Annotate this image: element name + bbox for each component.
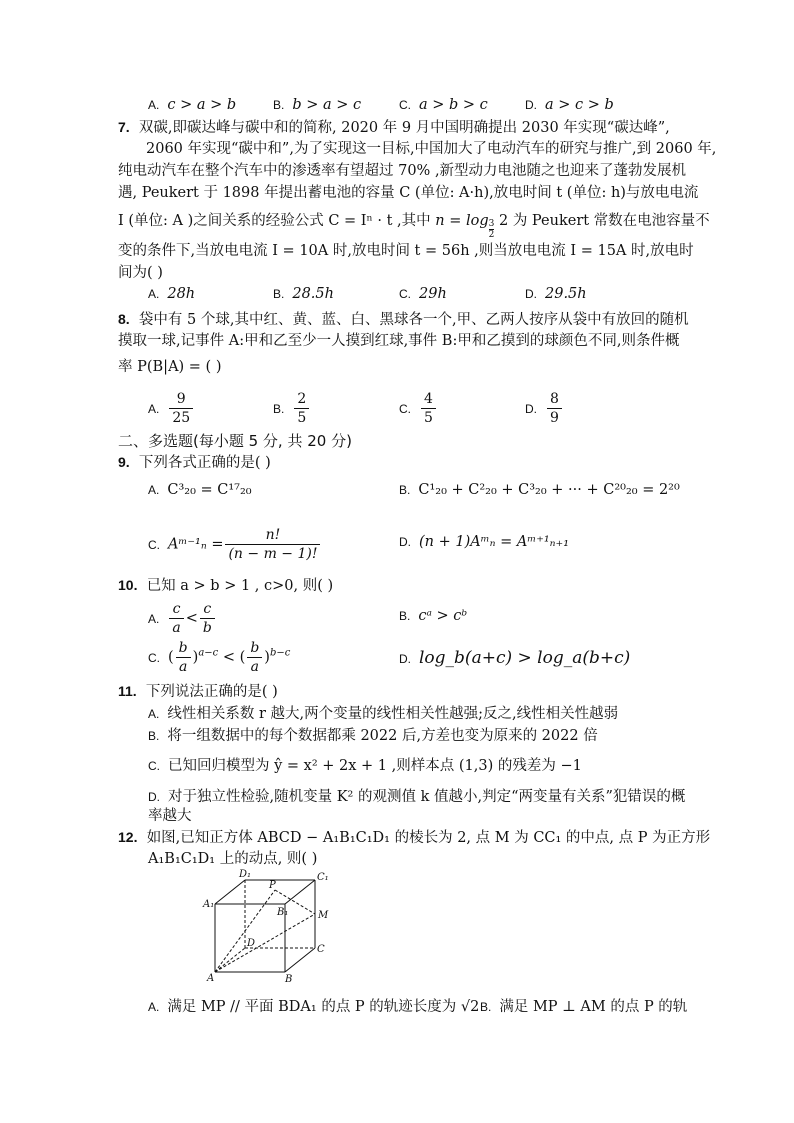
q10-option-d: D. log_b(a+c) > log_a(b+c) — [399, 648, 631, 668]
q7-line-1: 7. 双碳,即碳达峰与碳中和的简称, 2020 年 9 月中国明确提出 2030 年实现“碳达峰”, — [118, 119, 670, 136]
label-p: P — [269, 880, 276, 891]
q6-option-d: D. a > c > b — [525, 97, 614, 113]
q7-line-5: I (单位: A )之间关系的经验公式 C = Iⁿ · t ,其中 n = log $\frac{3}{2}$ 2 为 Peukert 常数在电池容量不 — [118, 213, 710, 240]
q7-option-d: D. 29.5h — [525, 286, 587, 302]
label-a1: A₁ — [203, 899, 215, 910]
edge-b1-c1 — [285, 880, 315, 904]
q10-stem: 10. 已知 a > b > 1 , c>0, 则( ) — [118, 577, 334, 594]
q8-option-b: B. $\frac{2}{5}$ — [273, 390, 311, 427]
q7-line-3: 纯电动汽车在整个汽车中的渗透率有望超过 70% ,新型动力电池随之也迎来了蓬勃发展机 — [118, 163, 687, 179]
label-b1: B₁ — [277, 907, 289, 918]
label-c: C — [317, 944, 325, 955]
cube-figure — [195, 868, 345, 983]
q11-stem: 11. 下列说法正确的是( ) — [118, 683, 278, 700]
q7-option-c: C. 29h — [399, 286, 447, 302]
q9-option-b: B. C¹₂₀ + C²₂₀ + C³₂₀ + ··· + C²⁰₂₀ = 2²⁰ — [399, 482, 680, 498]
q8-line-1: 8. 袋中有 5 个球,其中红、黄、蓝、白、黑球各一个,甲、乙两人按序从袋中有放回的随机 — [118, 311, 689, 328]
q10-option-c: C. ( $\frac{b}{a}$ )$^{a-c}$ < ( $\frac{b}{a}$ )$^{b-c}$ — [148, 640, 291, 675]
label-c1: C₁ — [317, 872, 329, 883]
section-heading: 二、多选题(每小题 5 分, 共 20 分) — [118, 432, 352, 450]
q12-option-b: B. 满足 MP ⊥ AM 的点 P 的轨 — [480, 999, 688, 1015]
q10-option-b: B. cᵃ > cᵇ — [399, 608, 468, 624]
label-d1: D₁ — [239, 869, 252, 880]
q7-line-4: 遇, Peukert 于 1898 年提出蓄电池的容量 C (单位: A·h),放电时间 t (单位: h)与放电电流 — [118, 185, 699, 201]
q8-option-c: C. $\frac{4}{5}$ — [399, 390, 438, 427]
q11-option-d-line-2: 率越大 — [148, 808, 192, 824]
q12-option-a: A. 满足 MP // 平面 BDA₁ 的点 P 的轨迹长度为 √2 — [148, 999, 480, 1015]
q8-line-2: 摸取一球,记事件 A:甲和乙至少一人摸到红球,事件 B:甲和乙摸到的球颜色不同,则条件概 — [118, 333, 680, 349]
q9-stem: 9. 下列各式正确的是( ) — [118, 454, 271, 471]
q12-line-1: 12. 如图,已知正方体 ABCD − A₁B₁C₁D₁ 的棱长为 2, 点 M 为 CC₁ 的中点, 点 P 为正方形 — [118, 829, 711, 846]
label-b: B — [285, 974, 293, 983]
q8-option-d: D. $\frac{8}{9}$ — [525, 390, 564, 427]
q7-line-6: 变的条件下,当放电电流 I = 10A 时,放电时间 t = 56h ,则当放电电流 I = 15A 时,放电时 — [118, 243, 694, 259]
q12-line-2: A₁B₁C₁D₁ 上的动点, 则( ) — [148, 851, 318, 867]
q9-option-a: A. C³₂₀ = C¹⁷₂₀ — [148, 482, 252, 498]
edge-a1-d1 — [215, 880, 245, 904]
label-d: D — [247, 938, 256, 949]
q8-option-a: A. $\frac{9}{25}$ — [148, 390, 195, 427]
q7-option-a: A. 28h — [148, 286, 196, 302]
q9-option-c: C. Aᵐ⁻¹ₙ = $\frac{n!}{(n - m - 1)!}$ — [148, 526, 322, 563]
label-m: M — [318, 910, 329, 921]
log-base-fraction: $\frac{3}{2}$ — [488, 219, 495, 240]
q10-option-a: A. $\frac{c}{a}$ < $\frac{c}{b}$ — [148, 600, 217, 637]
q9-option-d: D. (n + 1)Aᵐₙ = Aᵐ⁺¹ₙ₊₁ — [399, 534, 570, 550]
q6-option-c: C. a > b > c — [399, 97, 488, 113]
edge-b-c — [285, 948, 315, 972]
q6-option-b: B. b > a > c — [273, 97, 362, 113]
q11-option-c: C. 已知回归模型为 ŷ = x² + 2x + 1 ,则样本点 (1,3) 的残差为 −1 — [148, 758, 582, 774]
q6-option-a: A. c > a > b — [148, 97, 237, 113]
q11-option-a: A. 线性相关系数 r 越大,两个变量的线性相关性越强;反之,线性相关性越弱 — [148, 706, 619, 722]
segment-a-m — [215, 914, 315, 972]
q8-line-3: 率 P(B|A) = ( ) — [118, 359, 222, 375]
q7-line-2: 2060 年实现“碳中和”,为了实现这一目标,中国加大了电动汽车的研究与推广,到 2060 年, — [146, 141, 717, 157]
q7-line-7: 间为( ) — [118, 265, 163, 281]
q11-option-b: B. 将一组数据中的每个数据都乘 2022 后,方差也变为原来的 2022 倍 — [148, 728, 598, 744]
q11-option-d-line-1: D. 对于独立性检验,随机变量 K² 的观测值 k 值越小,判定“两变量有关系”犯错误的概 — [148, 789, 686, 805]
q7-option-b: B. 28.5h — [273, 286, 334, 302]
label-a: A — [207, 973, 215, 983]
